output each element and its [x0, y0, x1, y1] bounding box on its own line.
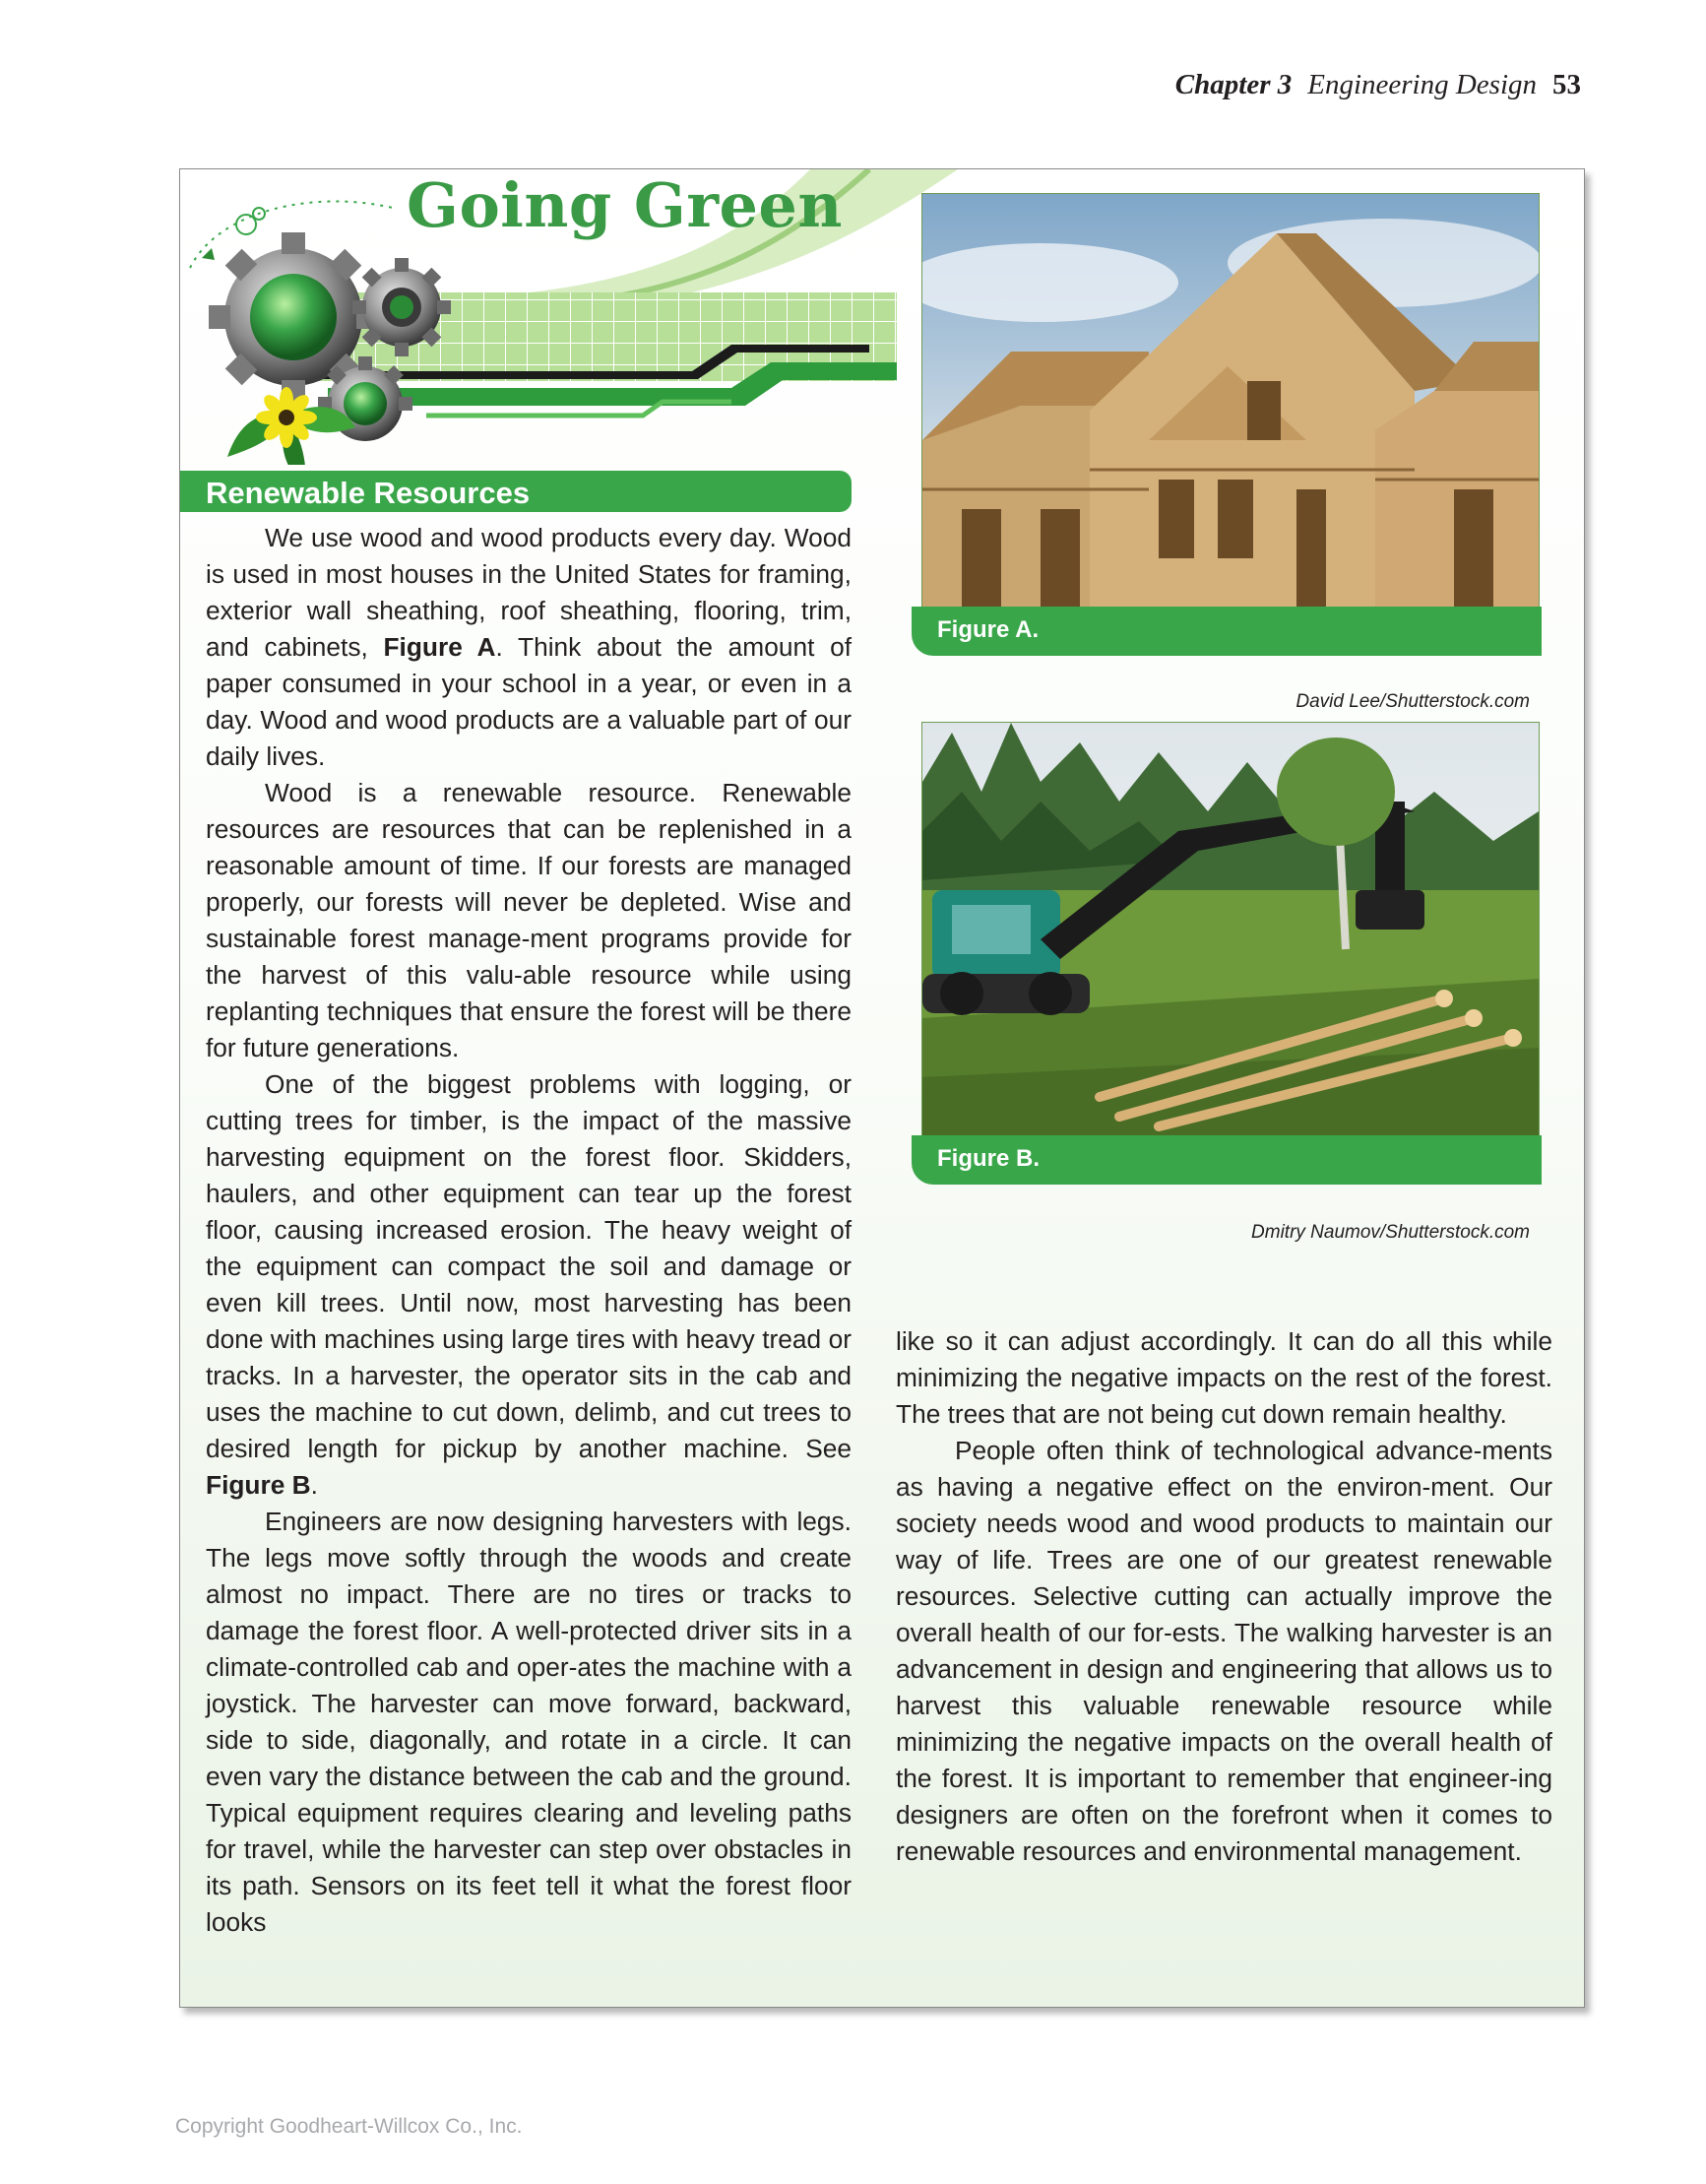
chapter-title: Engineering Design	[1307, 69, 1537, 100]
feature-banner-title: Going Green	[407, 169, 843, 241]
figure-b-caption-bar	[912, 1135, 1542, 1185]
right-text-column	[896, 1323, 1552, 1870]
figure-b-credit: Dmitry Naumov/Shutterstock.com	[1251, 1222, 1530, 1243]
figure-a-credit: David Lee/Shutterstock.com	[1295, 691, 1530, 712]
paragraph	[206, 520, 852, 775]
section-heading-bar	[180, 471, 852, 512]
figure-b	[921, 722, 1540, 1243]
paragraph: like so it can adjust accordingly. It can do all this while minimizing the negative impacts on the rest of the forest. The trees that are not being cut down remain healthy.	[896, 1326, 1552, 1429]
figure-a-reference: Figure A	[383, 632, 496, 662]
figure-b-reference: Figure B	[206, 1470, 311, 1500]
page-number: 53	[1552, 69, 1581, 100]
house-framing-photo	[921, 193, 1540, 609]
figure-b-label: Figure B.	[937, 1145, 1041, 1172]
paragraph: People often think of technological advance-ments as having a negative effect on the environ-ment. Our society needs wood and wood products to maintain our way of life. Trees are one of our greatest renewable resources. Selective cutting can actually improve the overall health of our for-ests. The walking harvester is an advancement in design and engineering that allows us to harvest this valuable renewable resource while minimizing the negative impacts on the overall health of the forest. It is important to remember that engineer-ing designers are often on the forefront when it comes to renewable resources and environmental management.	[896, 1436, 1552, 1866]
paragraph-text: .	[310, 1470, 318, 1500]
figure-a-label: Figure A.	[937, 616, 1040, 643]
paragraph-text: We use wood and wood products every day. Wood is used in most houses in the United States for framing, exterior wall sheathing, roof sheathing, flooring, trim, and cabinets,	[206, 523, 852, 662]
paragraph: Engineers are now designing harvesters with legs. The legs move softly through the woods and create almost no impact. There are no tires or tracks to damage the forest floor. A well-protected driver sits in a climate-controlled cab and oper-ates the machine with a joystick. The harvester can move forward, backward, side to side, diagonally, and rotate in a circle. It can even vary the distance between the cab and the ground. Typical equipment requires clearing and leveling paths for travel, while the harvester can step over obstacles in its path. Sensors on its feet tell it what the forest floor looks	[206, 1507, 852, 1937]
paragraph: Wood is a renewable resource. Renewable resources are resources that can be replenished in a reasonable amount of time. If our forests are managed properly, our forests will never be depleted. Wise and sustainable forest manage-ment programs provide for the harvest of this valu-able resource while using replanting techniques that ensure the forest will be there for future generations.	[206, 778, 852, 1062]
forest-harvester-photo	[921, 722, 1540, 1137]
chapter-number: Chapter 3	[1174, 69, 1293, 100]
paragraph	[206, 1066, 852, 1504]
paragraph-text: . Think about the amount of paper consumed in your school in a year, or even in a day. Wood and wood products are a valuable part of our daily lives.	[206, 632, 852, 771]
figure-a-caption-bar	[912, 607, 1542, 656]
figure-a	[921, 193, 1540, 712]
running-head	[1175, 69, 1581, 101]
going-green-feature-box	[179, 168, 1585, 2008]
left-text-column	[206, 520, 852, 1941]
section-title: Renewable Resources	[206, 476, 531, 510]
paragraph-text: One of the biggest problems with logging, or cutting trees for timber, is the impact of the massive harvesting equipment on the forest floor. Skidders, haulers, and other equipment can tear up the forest floor, causing increased erosion. The heavy weight of the equipment can compact the soil and damage or even kill trees. Until now, most harvesting has been done with machines using large tires with heavy tread or tracks. In a harvester, the operator sits in the cab and uses the machine to cut down, delimb, and cut trees to desired length for pickup by another machine. See	[206, 1069, 852, 1463]
copyright-footer: Copyright Goodheart-Willcox Co., Inc.	[175, 2115, 523, 2138]
